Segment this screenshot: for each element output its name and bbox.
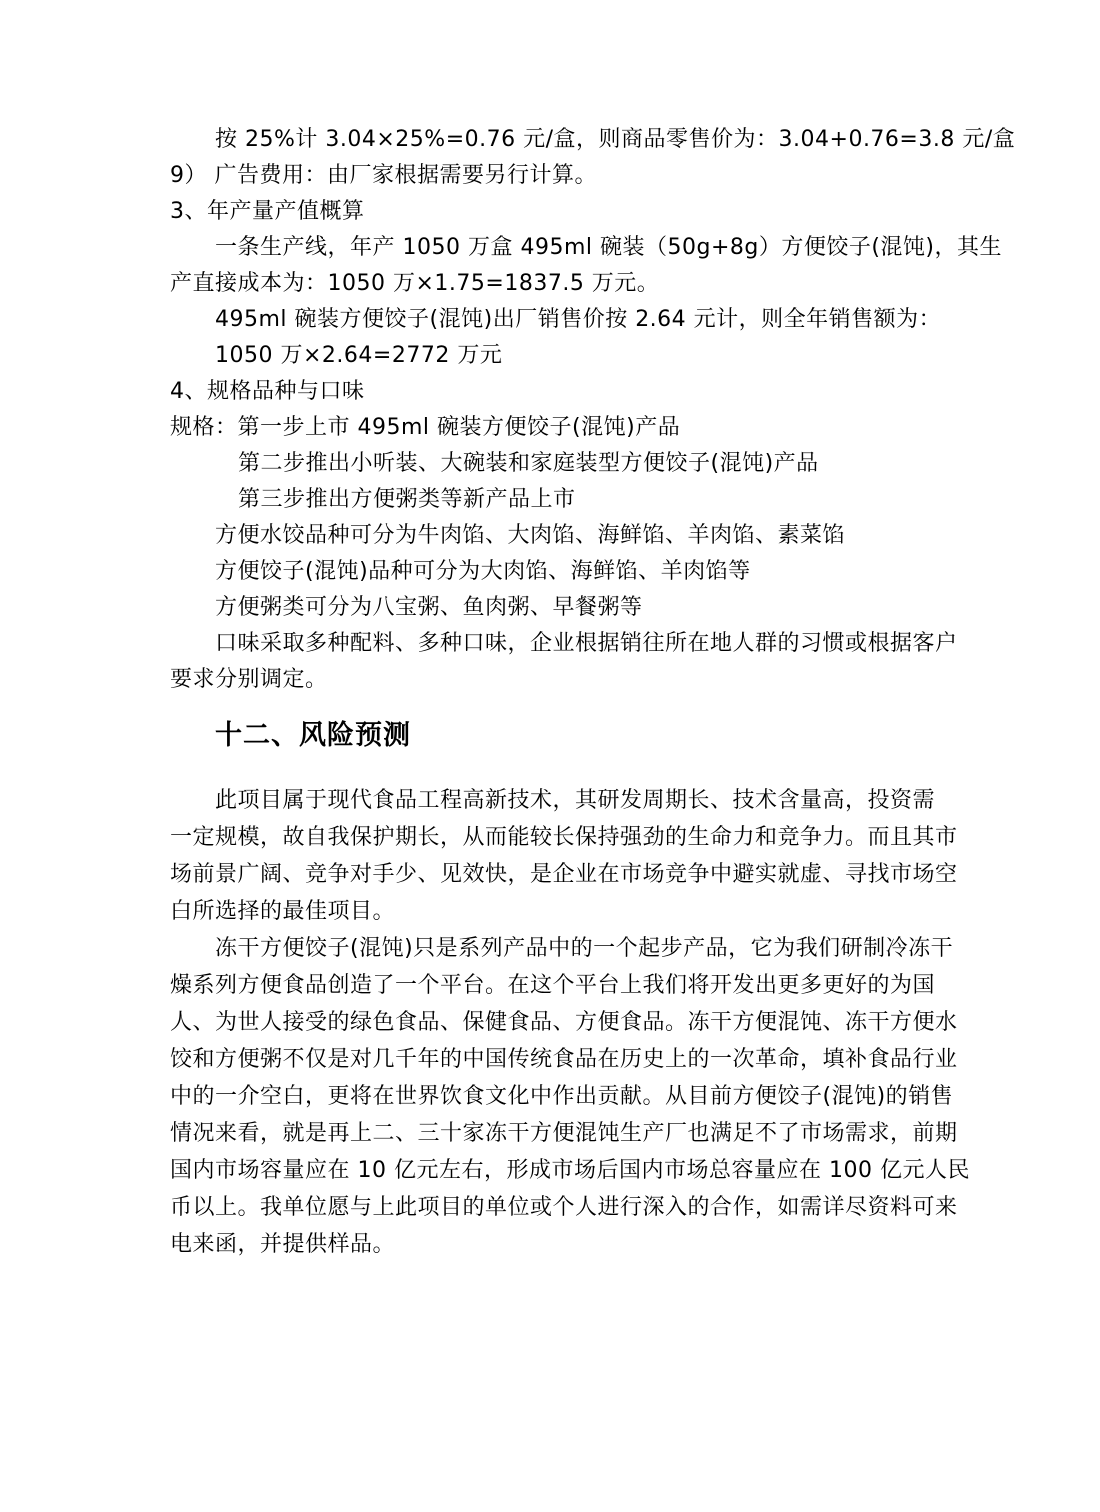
text-line: 1050 万×2.64=2772 万元 xyxy=(215,343,503,368)
text-line: 币以上。我单位愿与上此项目的单位或个人进行深入的合作，如需详尽资料可来 xyxy=(170,1195,958,1220)
document-text-block xyxy=(170,122,1016,1263)
text-line: 国内市场容量应在 10 亿元左右，形成市场后国内市场总容量应在 100 亿元人民 xyxy=(170,1158,970,1183)
text-line: 规格：第一步上市 495ml 碗装方便饺子(混饨)产品 xyxy=(170,415,681,440)
text-line: 第三步推出方便粥类等新产品上市 xyxy=(238,487,576,512)
text-line: 3、年产量产值概算 xyxy=(170,199,365,224)
text-line: 中的一介空白，更将在世界饮食文化中作出贡献。从目前方便饺子(混饨)的销售 xyxy=(170,1084,954,1109)
text-line: 按 25%计 3.04×25%=0.76 元/盒，则商品零售价为：3.04+0.76=3.8 元/盒 xyxy=(215,127,1016,152)
text-line: 一定规模，故自我保护期长，从而能较长保持强劲的生命力和竞争力。而且其市 xyxy=(170,825,958,850)
text-line: 4、规格品种与口味 xyxy=(170,379,365,404)
text-line: 方便饺子(混饨)品种可分为大肉馅、海鲜馅、羊肉馅等 xyxy=(215,559,751,584)
text-line: 白所选择的最佳项目。 xyxy=(170,899,396,924)
text-line: 第二步推出小听装、大碗装和家庭装型方便饺子(混饨)产品 xyxy=(238,451,819,476)
text-line: 此项目属于现代食品工程高新技术，其研发周期长、技术含量高，投资需 xyxy=(215,788,936,813)
text-line: 要求分别调定。 xyxy=(170,667,328,692)
text-line: 9） 广告费用：由厂家根据需要另行计算。 xyxy=(170,163,597,188)
text-line: 一条生产线，年产 1050 万盒 495ml 碗装（50g+8g）方便饺子(混饨)，其生 xyxy=(215,235,1003,260)
text-line: 场前景广阔、竞争对手少、见效快，是企业在市场竞争中避实就虚、寻找市场空 xyxy=(170,862,958,887)
text-line: 口味采取多种配料、多种口味，企业根据销往所在地人群的习惯或根据客户 xyxy=(215,631,958,656)
text-line: 冻干方便饺子(混饨)只是系列产品中的一个起步产品，它为我们研制冷冻干 xyxy=(215,936,954,961)
text-line: 燥系列方便食品创造了一个平台。在这个平台上我们将开发出更多更好的为国 xyxy=(170,973,936,998)
section-heading: 十二、风险预测 xyxy=(215,720,411,751)
text-line: 人、为世人接受的绿色食品、保健食品、方便食品。冻干方便混饨、冻干方便水 xyxy=(170,1010,958,1035)
text-line: 方便水饺品种可分为牛肉馅、大肉馅、海鲜馅、羊肉馅、素菜馅 xyxy=(215,523,846,548)
text-line: 饺和方便粥不仅是对几千年的中国传统食品在历史上的一次革命，填补食品行业 xyxy=(170,1047,958,1072)
text-line: 方便粥类可分为八宝粥、鱼肉粥、早餐粥等 xyxy=(215,595,643,620)
text-line: 495ml 碗装方便饺子(混饨)出厂销售价按 2.64 元计，则全年销售额为： xyxy=(215,307,942,332)
text-line: 电来函，并提供样品。 xyxy=(170,1232,396,1257)
text-line: 情况来看，就是再上二、三十家冻干方便混饨生产厂也满足不了市场需求，前期 xyxy=(170,1121,958,1146)
text-line: 产直接成本为：1050 万×1.75=1837.5 万元。 xyxy=(170,271,660,296)
